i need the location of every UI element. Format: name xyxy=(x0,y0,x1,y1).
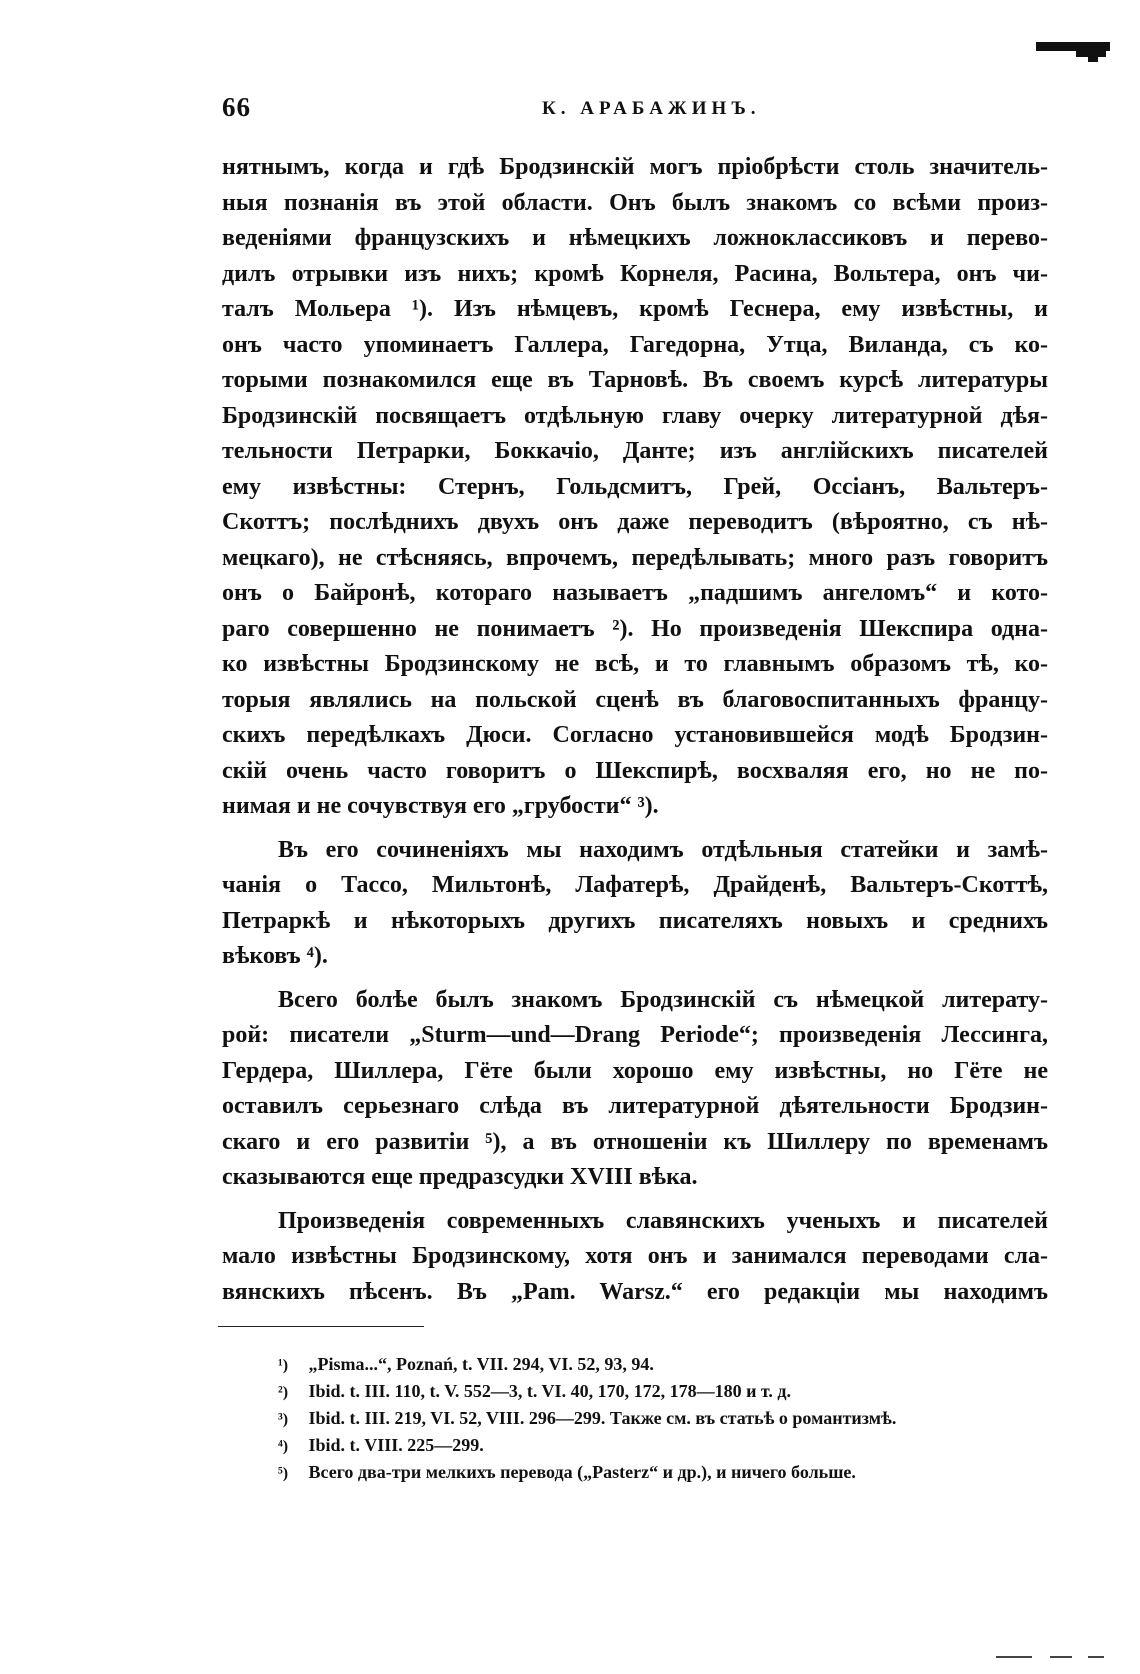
text-line: скихъ передѣлкахъ Дюси. Согласно установившейся модѣ Бродзин- xyxy=(222,722,1048,748)
footnote-text: Ibid. t. III. 219, VI. 52, VIII. 296—299. Также см. въ статьѣ о романтизмѣ. xyxy=(308,1408,897,1428)
text-line: ему извѣстны: Стернъ, Гольдсмитъ, Грей, Оссіанъ, Вальтеръ- xyxy=(222,473,1048,500)
text-line: Гердера, Шиллера, Гёте были хорошо ему извѣстны, но Гёте не xyxy=(222,1057,1048,1084)
text-line: вѣковъ ⁴). xyxy=(222,943,328,969)
text-line: раго совершенно не понимаетъ ²). Но произведенія Шекспира одна- xyxy=(222,615,1048,642)
footnote-mark: ⁵) xyxy=(278,1465,289,1482)
text-line: Скоттъ; послѣднихъ двухъ онъ даже переводитъ (вѣроятно, съ нѣ- xyxy=(222,509,1048,535)
paragraph-gap xyxy=(222,825,1048,833)
text-line: рой: писатели „Sturm—und—Drang Periode“; произведенія Лессинга, xyxy=(222,1022,1048,1048)
text-line: веденіями французскихъ и нѣмецкихъ ложноклассиковъ и перево- xyxy=(222,225,1048,251)
text-line: ныя познанія въ этой области. Онъ былъ знакомъ со всѣми произ- xyxy=(222,189,1048,216)
paragraph-gap xyxy=(222,1196,1048,1204)
text-line: Произведенія современныхъ славянскихъ ученыхъ и писателей xyxy=(278,1207,1048,1234)
main-text xyxy=(222,150,1048,1310)
text-line: торыя являлись на польской сценѣ въ благовоспитанныхъ францу- xyxy=(222,686,1048,713)
footnote-mark: ²) xyxy=(278,1384,289,1401)
page-number: 66 xyxy=(222,92,251,122)
footnote-text: „Pisma...“, Poznań, t. VII. 294, VI. 52, 93, 94. xyxy=(308,1354,654,1374)
footnotes xyxy=(278,1351,1058,1486)
text-line: нятнымъ, когда и гдѣ Бродзинскій могъ пріобрѣсти столь значитель- xyxy=(222,154,1048,180)
print-corner-mark xyxy=(1036,40,1110,62)
footnote-text: Ibid. t. III. 110, t. V. 552—3, t. VI. 40, 170, 172, 178—180 и т. д. xyxy=(308,1381,792,1401)
text-line: скій очень часто говоритъ о Шекспирѣ, восхваляя его, но не по- xyxy=(222,757,1048,784)
footnote-text: Ibid. t. VIII. 225—299. xyxy=(308,1435,484,1455)
text-line: тельности Петрарки, Боккачіо, Данте; изъ англійскихъ писателей xyxy=(222,438,1048,464)
text-line: чанія о Тассо, Мильтонѣ, Лафатерѣ, Драйденѣ, Вальтеръ-Скоттѣ, xyxy=(222,872,1048,898)
text-line: вянскихъ пѣсенъ. Въ „Pam. Warsz.“ его редакціи мы находимъ xyxy=(222,1278,1048,1305)
footnote xyxy=(278,1378,1058,1405)
text-line: талъ Мольера ¹). Изъ нѣмцевъ, кромѣ Геснера, ему извѣстны, и xyxy=(222,296,1048,322)
text-line: мало извѣстны Бродзинскому, хотя онъ и занимался переводами сла- xyxy=(222,1243,1048,1269)
footnote-divider xyxy=(218,1326,424,1327)
footnote xyxy=(278,1405,1058,1432)
footnote-text: Всего два-три мелкихъ перевода („Pasterz“ и др.), и ничего больше. xyxy=(308,1462,856,1482)
footnote xyxy=(278,1351,1058,1378)
text-line: сказываются еще предразсудки XVIII вѣка. xyxy=(222,1164,698,1190)
text-line: торыми познакомился еще въ Тарновѣ. Въ своемъ курсѣ литературы xyxy=(222,367,1048,393)
running-head: К. АРАБАЖИНЪ. xyxy=(542,98,761,119)
text-line: Бродзинскій посвящаетъ отдѣльную главу очерку литературной дѣя- xyxy=(222,402,1048,429)
text-line: онъ о Байронѣ, котораго называетъ „падшимъ ангеломъ“ и кото- xyxy=(222,580,1048,606)
paragraph-gap xyxy=(222,975,1048,983)
footnote-mark: ⁴) xyxy=(278,1438,289,1455)
footnote-mark: ³) xyxy=(278,1411,289,1428)
text-line: Всего болѣе былъ знакомъ Бродзинскій съ нѣмецкой литерату- xyxy=(278,986,1048,1013)
text-line: оставилъ серьезнаго слѣда въ литературной дѣятельности Бродзин- xyxy=(222,1093,1048,1119)
print-bottom-marks xyxy=(996,1654,1106,1660)
page-header xyxy=(222,92,1042,128)
footnote xyxy=(278,1459,1058,1486)
text-line: ко извѣстны Бродзинскому не всѣ, и то главнымъ образомъ тѣ, ко- xyxy=(222,651,1048,677)
text-line: Петраркѣ и нѣкоторыхъ другихъ писателяхъ новыхъ и среднихъ xyxy=(222,907,1048,934)
text-line: скаго и его развитіи ⁵), а въ отношеніи къ Шиллеру по временамъ xyxy=(222,1128,1048,1155)
text-line: нимая и не сочувствуя его „грубости“ ³). xyxy=(222,793,659,819)
text-line: мецкаго), не стѣсняясь, впрочемъ, передѣлывать; много разъ говоритъ xyxy=(222,544,1048,571)
footnote-mark: ¹) xyxy=(278,1357,289,1374)
text-line: дилъ отрывки изъ нихъ; кромѣ Корнеля, Расина, Вольтера, онъ чи- xyxy=(222,260,1048,287)
footnote xyxy=(278,1432,1058,1459)
text-line: онъ часто упоминаетъ Галлера, Гагедорна, Утца, Виланда, съ ко- xyxy=(222,331,1048,358)
text-line: Въ его сочиненіяхъ мы находимъ отдѣльныя статейки и замѣ- xyxy=(278,836,1048,863)
